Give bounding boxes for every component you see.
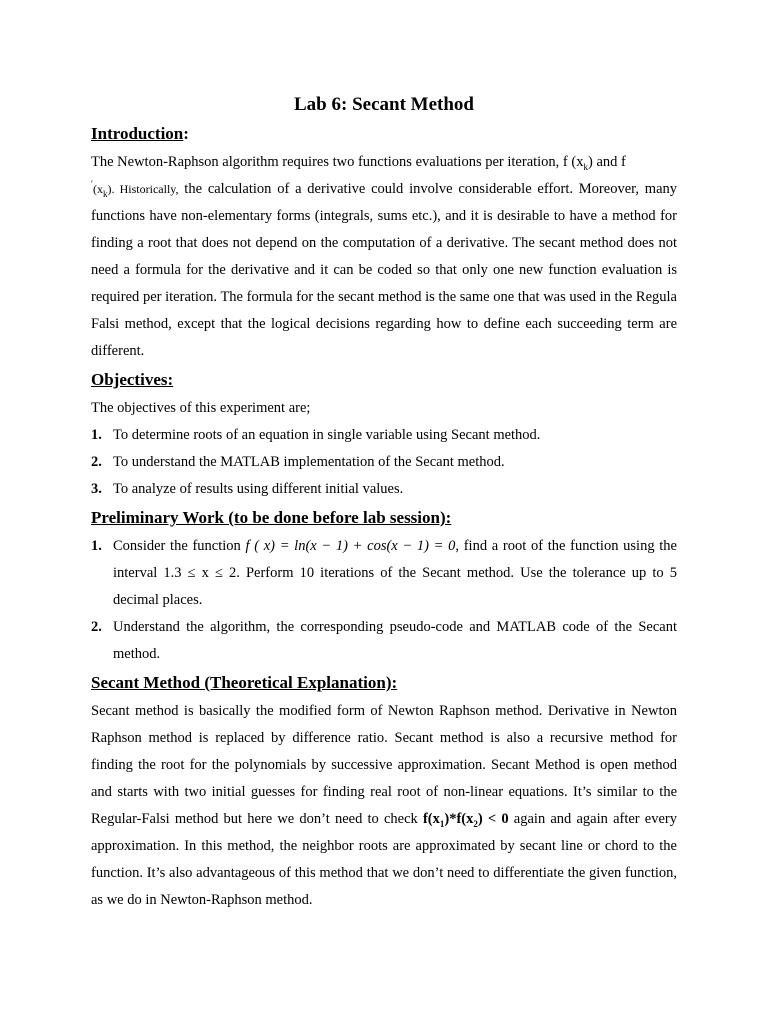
preliminary-number: 2.: [91, 619, 102, 635]
intro-sub-k2: k: [102, 188, 108, 199]
introduction-paragraph: [91, 149, 677, 365]
preliminary-text: Understand the algorithm, the corresponding pseudo-code and MATLAB code of the Secant method.: [113, 619, 677, 662]
page-title: Lab 6: Secant Method: [294, 94, 474, 115]
objective-text: To analyze of results using different initial values.: [113, 481, 404, 497]
secant-text-a: Secant method is basically the modified form of Newton Raphson method. Derivative in Newton Raphson method is replaced by difference ratio. Secant method is also a recursive method for finding the root for the polynomials by successive approximation. Secant Method is open method and starts with two initial guesses for finding real root of non-linear equations. It’s similar to the Regular-Falsi method but here we don’t need to check: [91, 703, 677, 827]
intro-text-a: The Newton-Raphson algorithm requires two functions evaluations per iteration, f (x: [91, 154, 584, 170]
introduction-heading-colon: :: [183, 124, 189, 143]
objective-item: [91, 422, 677, 449]
function-expression: f ( x) = ln(x − 1) + cos(x − 1) = 0: [245, 538, 456, 554]
objective-text: To determine roots of an equation in single variable using Secant method.: [113, 427, 541, 443]
intro-sub-k1: k: [583, 161, 588, 172]
objective-item: [91, 476, 677, 503]
cond-a: f(x: [422, 811, 440, 827]
objective-number: 1.: [91, 427, 102, 443]
intro-text-c: (x: [92, 182, 103, 196]
secant-heading: [91, 672, 677, 694]
cond-sub-1: 1: [439, 818, 445, 829]
preliminary-item: [91, 533, 677, 614]
objective-number: 2.: [91, 454, 102, 470]
intro-prime: ′: [91, 179, 93, 190]
condition-expression: [423, 811, 509, 827]
introduction-heading: [91, 123, 677, 145]
preliminary-heading-text: Preliminary Work (to be done before lab session):: [91, 508, 452, 527]
intro-text-e: the calculation of a derivative could involve considerable effort. Moreover, many functions have non-elementary forms (integrals, sums etc.), and it is desirable to have a method for finding a root that does not depend on the computation of a derivative. The secant method does not need a formula for the derivative and it can be coded so that only one new function evaluation is required per iteration. The formula for the secant method is the same one that was used in the Regula Falsi method, except that the logical decisions regarding how to define each succeeding term are different.: [91, 181, 678, 359]
objectives-heading: [91, 369, 677, 391]
objectives-list: [91, 422, 677, 503]
preliminary-text-b: , find a root of the function using the interval 1.3 ≤ x ≤ 2. Perform 10 iterations of the Secant method. Use the tolerance up to 5 decimal places.: [113, 538, 677, 608]
objective-item: [91, 449, 677, 476]
objective-text: To understand the MATLAB implementation of the Secant method.: [113, 454, 505, 470]
objective-number: 3.: [91, 481, 102, 497]
intro-text-b: ) and f: [587, 154, 626, 170]
objectives-heading-text: Objectives:: [91, 370, 174, 389]
preliminary-item: [91, 614, 677, 668]
document-page: [91, 93, 677, 914]
preliminary-number: 1.: [91, 538, 102, 554]
introduction-heading-text: Introduction: [91, 124, 184, 143]
preliminary-text-a: Consider the function: [113, 538, 246, 554]
secant-heading-text: Secant Method (Theoretical Explanation):: [91, 673, 398, 692]
secant-paragraph: [91, 698, 677, 914]
cond-sub-2: 2: [473, 818, 478, 829]
intro-text-d: ). Historically,: [107, 182, 179, 196]
preliminary-list: [91, 533, 677, 668]
cond-b: )*f(x: [444, 811, 474, 827]
preliminary-heading: [91, 507, 677, 529]
secant-text-b: again and again after every approximation. In this method, the neighbor roots are approximated by secant line or chord to the function. It’s also advantageous of this method that we don’t need to differentiate the given function, as we do in Newton-Raphson method.: [91, 811, 678, 908]
cond-c: ) < 0: [477, 811, 509, 827]
objectives-intro: The objectives of this experiment are;: [91, 400, 311, 416]
